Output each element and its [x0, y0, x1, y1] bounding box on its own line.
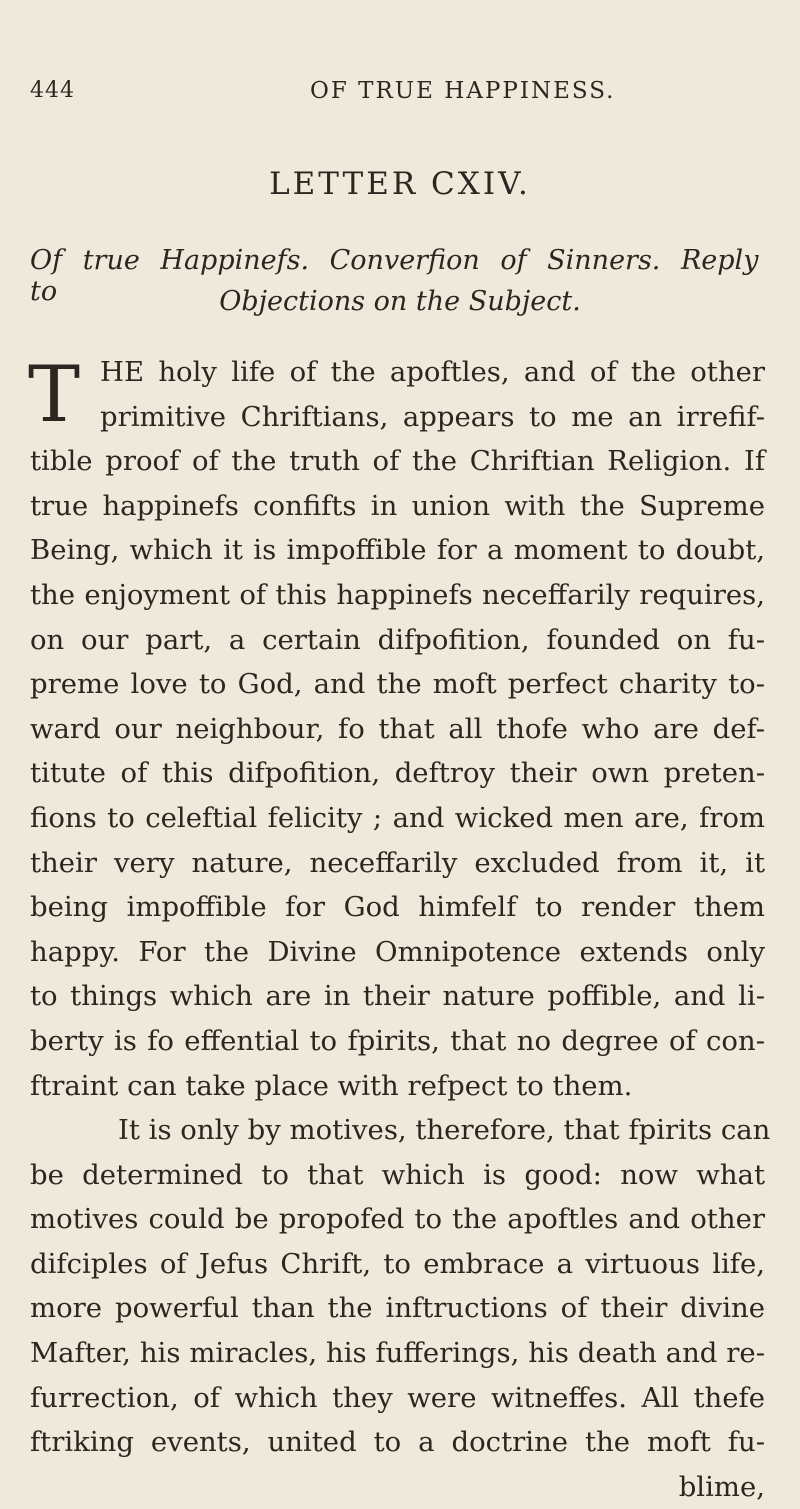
text-line: berty is fo effential to fpirits, that no degree of con-: [30, 1024, 765, 1057]
subtitle-line-1: Of true Happinefs. Converfion of Sinners. Reply to: [30, 245, 759, 307]
text-line: difciples of Jefus Chrift, to embrace a virtuous life,: [30, 1247, 765, 1280]
text-line: to things which are in their nature poffible, and li-: [30, 980, 765, 1013]
text-line: ward our neighbour, fo that all thofe who are def-: [30, 712, 765, 745]
text-line: their very nature, neceffarily excluded from it, it: [30, 846, 765, 879]
text-line: being impoffible for God himfelf to render them: [30, 891, 765, 924]
text-line: ftriking events, united to a doctrine the moft fu-: [30, 1426, 765, 1459]
text-line: titute of this difpofition, deftroy their own preten-: [30, 757, 765, 790]
text-line: furrection, of which they were witneffes. All thefe: [30, 1381, 765, 1414]
text-line: primitive Chriftians, appears to me an irrefif-: [100, 400, 765, 433]
drop-cap: T: [28, 350, 81, 440]
text-line: Mafter, his miracles, his fufferings, his death and re-: [30, 1337, 765, 1370]
text-line: preme love to God, and the moft perfect charity to-: [30, 668, 765, 701]
text-line: Being, which it is impoffible for a moment to doubt,: [30, 534, 765, 567]
body-text: [28, 350, 771, 1509]
text-line: happy. For the Divine Omnipotence extends only: [30, 935, 765, 968]
running-title: OF TRUE HAPPINESS.: [310, 78, 616, 104]
letter-title: LETTER CXIV.: [269, 166, 531, 202]
text-line: be determined to that which is good: now what: [30, 1158, 765, 1191]
catchword: blime,: [678, 1470, 765, 1503]
text-line: HE holy life of the apoftles, and of the other: [100, 356, 765, 388]
page-number: 444: [30, 78, 75, 103]
text-line: It is only by motives, therefore, that fpirits can: [118, 1114, 771, 1147]
text-line: fions to celeftial felicity ; and wicked men are, from: [30, 801, 765, 834]
text-line: motives could be propofed to the apoftles and other: [30, 1203, 765, 1236]
subtitle-line-2: Objections on the Subject.: [219, 286, 581, 317]
text-line: on our part, a certain difpofition, founded on fu-: [30, 623, 765, 656]
running-head: [30, 78, 760, 118]
text-line: true happinefs confifts in union with the Supreme: [30, 489, 765, 522]
text-line: more powerful than the inftructions of their divine: [30, 1292, 765, 1325]
text-line: tible proof of the truth of the Chriftian Religion. If: [30, 445, 765, 478]
text-line: the enjoyment of this happinefs neceffarily requires,: [30, 578, 765, 611]
text-line: ftraint can take place with refpect to them.: [30, 1069, 633, 1102]
